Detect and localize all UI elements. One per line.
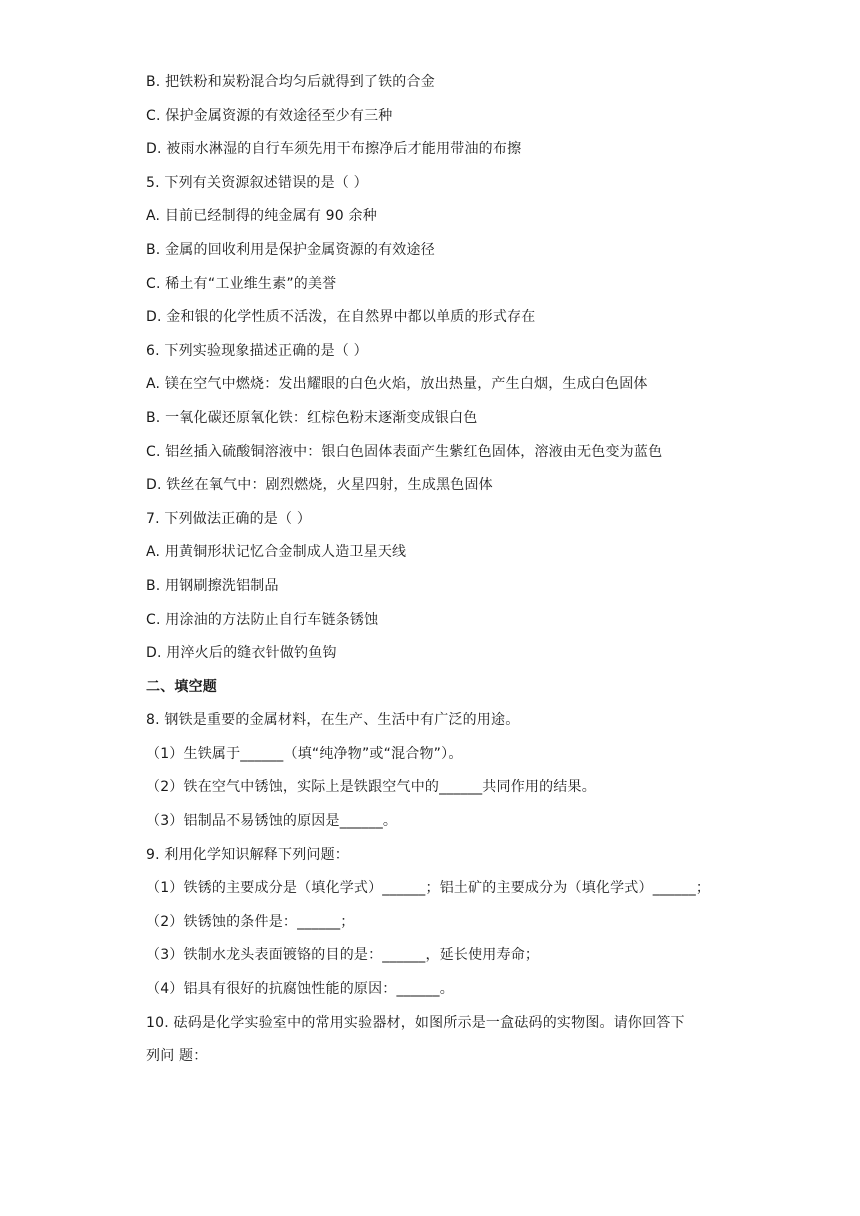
question-8-part-1: （1）生铁属于______（填“纯净物”或“混合物”）。 [146,745,463,762]
question-9: 9. 利用化学知识解释下列问题： [146,846,350,863]
question-8-part-3: （3）铝制品不易锈蚀的原因是______。 [146,813,398,830]
question-10-continuation: 列问 题： [146,1048,208,1065]
question-9-part-1: （1）铁锈的主要成分是（填化学式）______；铝土矿的主要成分为（填化学式）______； [146,880,711,897]
option-5c: C. 稀土有“工业维生素”的美誉 [146,275,337,292]
option-7c: C. 用涂油的方法防止自行车链条锈蚀 [146,611,379,628]
option-4c: C. 保护金属资源的有效途径至少有三种 [146,107,393,124]
question-9-part-3: （3）铁制水龙头表面镀铬的目的是：______，延长使用寿命； [146,947,540,964]
option-5d: D. 金和银的化学性质不活泼，在自然界中都以单质的形式存在 [146,309,536,326]
document-body [146,70,726,1078]
option-5b: B. 金属的回收利用是保护金属资源的有效途径 [146,241,435,258]
option-6b: B. 一氧化碳还原氧化铁：红棕色粉末逐渐变成银白色 [146,409,478,426]
option-6c: C. 铝丝插入硫酸铜溶液中：银白色固体表面产生紫红色固体，溶液由无色变为蓝色 [146,443,663,460]
question-7: 7. 下列做法正确的是（ ） [146,510,312,527]
option-4b: B. 把铁粉和炭粉混合均匀后就得到了铁的合金 [146,74,435,90]
option-7a: A. 用黄铜形状记忆合金制成人造卫星天线 [146,544,407,561]
option-4d: D. 被雨水淋湿的自行车须先用干布擦净后才能用带油的布擦 [146,141,522,158]
question-5: 5. 下列有关资源叙述错误的是（ ） [146,174,368,191]
question-8-part-2: （2）铁在空气中锈蚀，实际上是铁跟空气中的______共同作用的结果。 [146,779,596,796]
option-6a: A. 镁在空气中燃烧：发出耀眼的白色火焰，放出热量，产生白烟，生成白色固体 [146,376,648,393]
question-8: 8. 钢铁是重要的金属材料，在生产、生活中有广泛的用途。 [146,712,520,729]
option-7d: D. 用淬火后的缝衣针做钓鱼钩 [146,645,337,662]
question-10: 10. 砝码是化学实验室中的常用实验器材，如图所示是一盒砝码的实物图。请你回答下 [146,1014,685,1031]
option-5a: A. 目前已经制得的纯金属有 90 余种 [146,208,377,225]
question-9-part-4: （4）铝具有很好的抗腐蚀性能的原因：______。 [146,981,454,998]
question-6: 6. 下列实验现象描述正确的是（ ） [146,342,368,359]
option-7b: B. 用钢刷擦洗铝制品 [146,577,279,594]
question-9-part-2: （2）铁锈蚀的条件是：______； [146,913,355,930]
section-heading-fill-blank: 二、填空题 [146,678,217,695]
option-6d: D. 铁丝在氧气中：剧烈燃烧，火星四射，生成黑色固体 [146,477,493,494]
